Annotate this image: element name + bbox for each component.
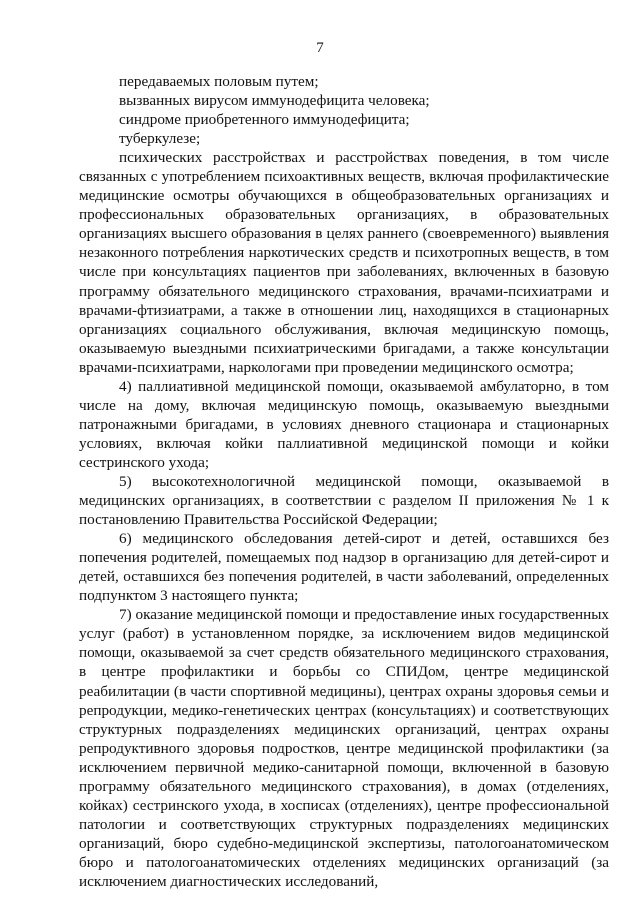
paragraph-item-6-orphans: 6) медицинского обследования детей-сирот и детей, оставшихся без попечения родителей, помещаемых под надзор в организацию для детей-сирот и детей, оставшихся без попечения родителей, в части заболеваний, определенных подпунктом 3 настоящего пункта;	[79, 530, 609, 605]
paragraph-item-7-services: 7) оказание медицинской помощи и предоставление иных государственных услуг (работ) в установленном порядке, за исключением видов медицинской помощи, оказываемой за счет средств обязательного медицинского страхования, в центре профилактики и борьбы со СПИДом, центре медицинской реабилитации (в части спортивной медицины), центрах охраны здоровья семьи и репродукции, медико-генетических центрах (консультациях) и соответствующих структурных подразделениях медицинских организаций, центрах охраны репродуктивного здоровья подростков, центре медицинской профилактики (за исключением первичной медико-санитарной помощи, включенной в базовую программу обязательного медицинского страхования), в домах (отделениях, койках) сестринского ухода, в хосписах (отделениях), центре профессиональной патологии и соответствующих структурных подразделениях медицинских организаций, бюро судебно-медицинской экспертизы, патологоанатомическом бюро и патологоанатомических отделениях медицинских организаций (за исключением диагностических исследований,	[79, 606, 609, 890]
document-body	[79, 72, 609, 891]
paragraph-mental-disorders: психических расстройствах и расстройствах поведения, в том числе связанных с употреблением психоактивных веществ, включая профилактические медицинские осмотры обучающихся в общеобразовательных организациях и профессиональных образовательных организациях, в образовательных организациях высшего образования в целях раннего (своевременного) выявления незаконного потребления наркотических средств и психотропных веществ, в том числе при консультациях пациентов при заболеваниях, включенных в базовую программу обязательного медицинского страхования, врачами-психиатрами и врачами-фтизиатрами, а также в отношении лиц, находящихся в стационарных организациях социального обслуживания, включая медицинскую помощь, оказываемую выездными психиатрическими бригадами, а также консультации врачами-психиатрами, наркологами при проведении медицинского осмотра;	[79, 149, 609, 376]
paragraph-item-4-palliative: 4) паллиативной медицинской помощи, оказываемой амбулаторно, в том числе на дому, включая медицинскую помощь, оказываемую выездными патронажными бригадами, в условиях дневного стационара и стационарных условиях, включая койки паллиативной медицинской помощи и койки сестринского ухода;	[79, 377, 609, 471]
paragraph-aids: синдроме приобретенного иммунодефицита;	[119, 111, 410, 129]
paragraph-item-5-high-tech: 5) высокотехнологичной медицинской помощи, оказываемой в медицинских организациях, в соответствии с разделом II приложения № 1 к постановлению Правительства Российской Федерации;	[79, 472, 609, 529]
page-number: 7	[316, 40, 324, 56]
paragraph-tuberculosis: туберкулезе;	[119, 130, 201, 148]
paragraph-sexual-transmission: передаваемых половым путем;	[119, 73, 319, 90]
paragraph-hiv: вызванных вирусом иммунодефицита человека;	[119, 92, 430, 110]
